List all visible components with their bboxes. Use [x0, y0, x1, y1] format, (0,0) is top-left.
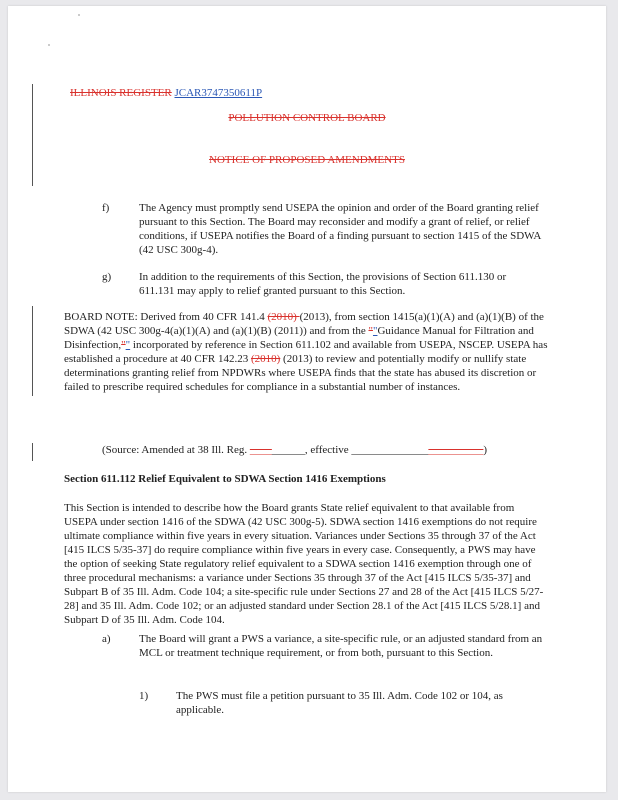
board-note-inserted: "	[125, 339, 131, 351]
board-deleted-text: POLLUTION CONTROL BOARD	[228, 112, 386, 124]
item-a-label: a)	[102, 633, 111, 645]
source-blank: ______________	[351, 444, 429, 456]
item-a-text	[139, 632, 549, 660]
item-f-text	[139, 201, 544, 257]
source-blank-deleted: ____	[249, 444, 272, 456]
item-g-label: g)	[102, 271, 112, 283]
board-note	[64, 310, 548, 394]
board-note-inserted: "	[372, 325, 378, 337]
change-bar	[32, 306, 33, 396]
register-header	[70, 87, 262, 100]
notice-deleted-text: NOTICE OF PROPOSED AMENDMENTS	[209, 154, 405, 166]
item-a1-paragraph: The PWS must file a petition pursuant to 35 Ill. Adm. Code 102 or 104, as applicable.	[176, 690, 503, 716]
board-note-text: BOARD NOTE: Derived from 40 CFR 141.4	[64, 311, 268, 323]
section-intro	[64, 501, 548, 627]
section-heading: Section 611.112 Relief Equivalent to SDWA Section 1416 Exemptions	[64, 473, 386, 485]
board-note-text: incorporated by reference in Section 611.102 and available from USEPA, NSCEP. USEPA has established a procedure at 40 CFR 142.23	[64, 339, 548, 365]
board-note-paragraph	[64, 310, 548, 394]
scan-speck	[78, 14, 80, 16]
source-text: )	[483, 444, 488, 456]
item-a1-text	[176, 689, 548, 717]
register-inserted-text: JCAR3747350611P	[174, 87, 263, 99]
item-f-label: f)	[102, 202, 110, 214]
register-deleted-text: ILLINOIS REGISTER	[70, 87, 172, 99]
change-bar	[32, 443, 33, 461]
item-a1-label: 1)	[139, 690, 149, 702]
item-g-paragraph: In addition to the requirements of this Section, the provisions of Section 611.130 or 611.131 may apply to relief granted pursuant to this Section.	[139, 271, 507, 297]
board-header	[8, 112, 606, 125]
item-f-paragraph: The Agency must promptly send USEPA the opinion and order of the Board granting relief pursuant to this Section. The Board may reconsider and modify a grant of relief, or relief conditions, if USEPA notifies the Board of a finding pursuant to section 1415 of the SDWA (42 USC 300g-4).	[139, 202, 541, 256]
change-bar	[32, 84, 33, 186]
source-blank: ______	[271, 444, 305, 456]
board-note-deleted: (2010)	[267, 311, 300, 323]
board-note-text: (2013) to review and potentially modify or nullify state determinations granting relief from NPDWRs where USEPA finds that the state has abused its discretion or failed to prescribe required schedules for compliance in a substantial number of instances.	[64, 353, 537, 393]
section-intro-paragraph: This Section is intended to describe how the Board grants State relief equivalent to that available from USEPA under section 1416 of the SDWA (42 USC 300g-5). SDWA section 1416 exemptions do not require ultimate compliance within five years in every situation. Variances under Sections 35 through 37 of the Act [415 ILCS 5/35-37] do require compliance within five years in every case. Consequently, a PWS may have the option of seeking State regulatory relief equivalent to a SDWA section 1416 exemption through one of three procedural mechanisms: a variance under Sections 35 through 37 of the Act [415 ILCS 5/35-37] and Subpart B of 35 Ill. Adm. Code 104; a site-specific rule under Sections 27 and 28 of the Act [415 ILCS 5/27-28] and 35 Ill. Adm. Code 102; or an adjusted standard under Section 28.1 of the Act [415 ILCS 5/28.1] and Subpart D of 35 Ill. Adm. Code 104.	[64, 502, 544, 626]
document-page	[8, 6, 606, 792]
item-a-paragraph: The Board will grant a PWS a variance, a site-specific rule, or an adjusted standard from an MCL or treatment technique requirement, or from both, pursuant to this Section.	[139, 633, 543, 659]
source-line	[102, 443, 562, 457]
board-note-text: (2013), from section 1415(a)(1)(A) and (a)(1)(B) of the SDWA (42 USC 300g-4(a)(1)(A) and (a)(1)(B) (2011)) and from the	[64, 311, 544, 337]
board-note-deleted: "	[121, 339, 126, 351]
board-note-text: Guidance Manual for Filtration and Disinfection,	[64, 325, 534, 351]
notice-header	[8, 154, 606, 167]
board-note-deleted: (2010)	[250, 353, 281, 365]
source-text: , effective	[304, 444, 352, 456]
board-note-deleted: "	[368, 325, 373, 337]
source-blank-deleted: __________	[428, 444, 484, 456]
source-text: (Source: Amended at 38 Ill. Reg.	[102, 444, 250, 456]
item-g-text	[139, 270, 544, 298]
scan-speck	[48, 44, 50, 46]
